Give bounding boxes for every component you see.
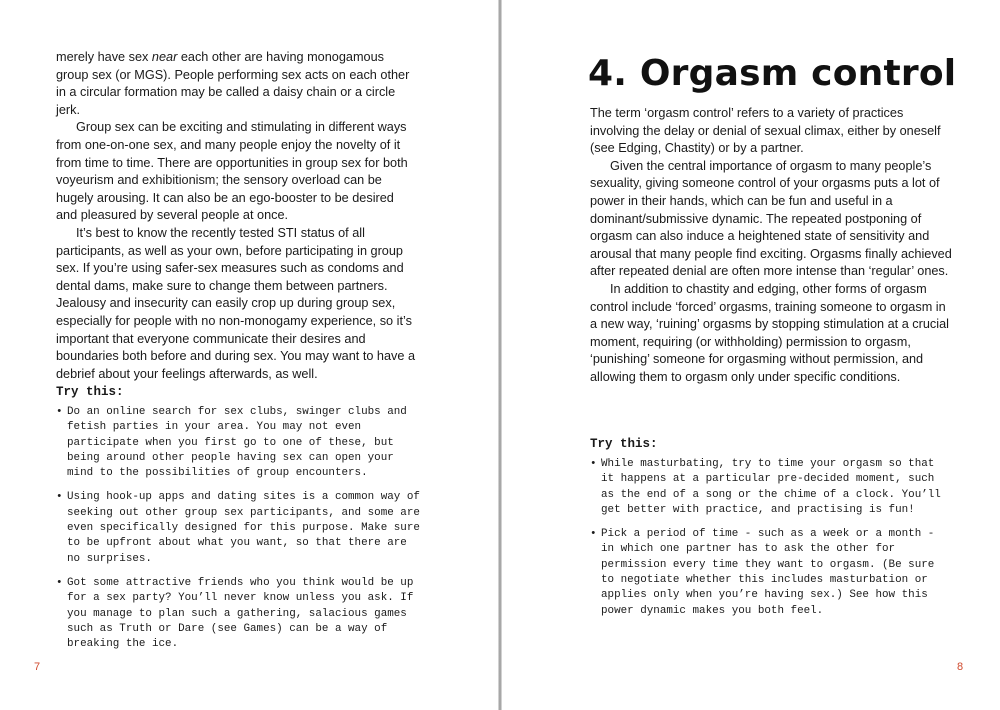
paragraph: In addition to chastity and edging, other forms of orgasm control include ‘forced’ orgasms, training someone to orgasm in a new way, ‘ruining’ orgasms by stopping stimulation at a crucial moment, requiring (or withholding) permission to orgasm, ‘punishing’ someone for orgasming without permission, and allowing them to orgasm only under specific conditions. [590, 281, 949, 384]
bullet-icon: • [590, 458, 597, 470]
left-body-text [56, 49, 416, 383]
bullet-icon: • [56, 576, 63, 589]
list-item-text: Do an online search for sex clubs, swinger clubs and fetish parties in your area. You may not even participate when you first go to one of these, but being around other people having sex can open your mind to the possibilities of group encounters. [67, 406, 407, 480]
paragraph: It’s best to know the recently tested STI status of all participants, as well as your own, before participating in group sex. If you’re using safer-sex measures such as condoms and dental dams, make sure to change them between partners. Jealousy and insecurity can easily crop up during group sex, especially for people with no non-monogamy experience, so it’s important that everyone communicate their desires and boundaries both before and during sex. You may want to have a debrief about your feelings afterwards, as well. [56, 225, 416, 381]
page-number: 8 [957, 661, 964, 673]
try-this-list [56, 405, 426, 652]
bullet-icon: • [56, 491, 63, 504]
paragraph: Given the central importance of orgasm to many people’s sexuality, giving someone control of your orgasms puts a lot of power in their hands, which can be fun and useful in a dominant/submissive dynamic. The repeated postponing of orgasm can also induce a heightened state of sensitivity and arousal that many people find exciting. Orgasms finally achieved after repeated denial are often more intense than ‘regular’ ones. [590, 158, 952, 279]
right-page [502, 0, 1000, 710]
page-number: 7 [34, 661, 41, 673]
paragraph-text: merely have sex [56, 50, 152, 64]
try-this-heading: Try this: [590, 437, 658, 451]
list-item-text: Using hook-up apps and dating sites is a common way of seeking out other group sex participants, and some are even specifically designed for this purpose. Make sure to be upfront about what you want, so that there are no surprises. [67, 491, 420, 565]
list-item-text: Pick a period of time - such as a week or a month - in which one partner has to ask the other for permission every time they want to orgasm. (Be sure to negotiate whether this includes masturbation or applies only when you’re having sex.) See how this power dynamic makes you both feel. [601, 528, 935, 617]
paragraph-text: each other are having monogamous group sex (or MGS). People performing sex acts on each other in a circular formation may be called a daisy chain or a circle jerk. [56, 50, 410, 117]
list-item [590, 527, 945, 619]
paragraph [56, 49, 416, 119]
list-item-text: While masturbating, try to time your orgasm so that it happens at a particular pre-decided moment, such as the end of a song or the chime of a clock. You’ll get better with practice, and practising is fun! [601, 458, 941, 516]
left-page [0, 0, 498, 710]
emphasis-text: near [151, 50, 178, 64]
try-this-heading: Try this: [56, 385, 124, 399]
list-item [56, 576, 426, 652]
bullet-icon: • [590, 528, 597, 541]
chapter-title: 4. Orgasm control [588, 53, 957, 94]
paragraph: Group sex can be exciting and stimulating in different ways from one-on-one sex, and many people enjoy the novelty of it from time to time. There are opportunities in group sex for both voyeurism and exhibitionism; the sensory overload can be hugely arousing. It can also be an ego-booster to be desired and pleasured by several people at once. [56, 120, 408, 223]
list-item [56, 490, 426, 566]
paragraph: The term ‘orgasm control’ refers to a variety of practices involving the delay or denial of sexual climax, either by oneself (see Edging, Chastity) or by a partner. [590, 106, 941, 156]
list-item [590, 457, 945, 518]
list-item [56, 405, 426, 481]
bullet-icon: • [56, 406, 63, 418]
list-item-text: Got some attractive friends who you think would be up for a sex party? You’ll never know unless you ask. If you manage to plan such a gathering, salacious games such as Truth or Dare (see Games) can be a way of breaking the ice. [67, 576, 414, 651]
try-this-box [590, 436, 945, 628]
right-body-text [590, 105, 952, 387]
try-this-list [590, 457, 945, 619]
try-this-box [56, 384, 426, 661]
